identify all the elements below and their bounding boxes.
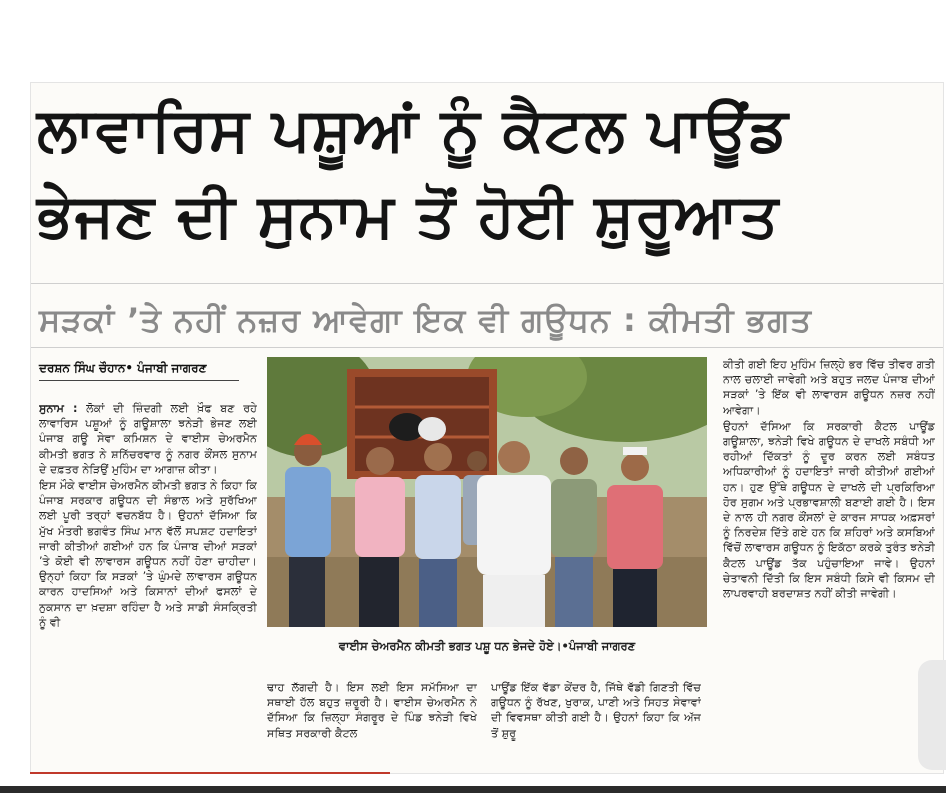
news-photo bbox=[267, 357, 707, 627]
headline-line-2: ਭੇਜਣ ਦੀ ਸੁਨਾਮ ਤੋਂ ਹੋਈ ਸ਼ੁਰੂਆਤ bbox=[37, 181, 780, 251]
article-column-2 bbox=[267, 680, 477, 760]
headline-line-1: ਲਾਵਾਰਿਸ ਪਸ਼ੂਆਂ ਨੂੰ ਕੈਟਲ ਪਾਊਂਡ bbox=[37, 95, 789, 165]
paragraph: ਲੋਕਾਂ ਦੀ ਜ਼ਿੰਦਗੀ ਲਈ ਖ਼ੌਫ ਬਣ ਰਹੇ ਲਾਵਾਰਿਸ ਪਸ਼ੂਆਂ ਨੂੰ ਗਊਸ਼ਾਲਾ ਝਨੇੜੀ ਭੇਜਣ ਲਈ ਪੰਜਾਬ ਗਊ ਸੇਵਾ ਕਮਿਸ਼ਨ ਦੇ ਵਾਈਸ ਚੇਅਰਮੈਨ ਕੀਮਤੀ ਭਗਤ ਨੇ ਸ਼ਨਿੱਚਰਵਾਰ ਨੂੰ ਨਗਰ ਕੌਂਸਲ ਸੁਨਾਮ ਦੇ ਦਫ਼ਤਰ ਨੇੜਿਉਂ ਮੁਹਿੰਮ ਦਾ ਆਗਾਜ਼ ਕੀਤਾ। bbox=[39, 402, 257, 476]
headline-divider bbox=[31, 283, 943, 284]
paragraph: ਢਾਹ ਲੱਗਦੀ ਹੈ। ਇਸ ਲਈ ਇਸ ਸਮੱਸਿਆ ਦਾ ਸਥਾਈ ਹੱਲ ਬਹੁਤ ਜ਼ਰੂਰੀ ਹੈ। ਵਾਈਸ ਚੇਅਰਮੈਨ ਨੇ ਦੱਸਿਆ ਕਿ ਜ਼ਿਲ੍ਹਾ ਸੰਗਰੂਰ ਦੇ ਪਿੰਡ ਝਨੇੜੀ ਵਿਖੇ ਸਥਿਤ ਸਰਕਾਰੀ ਕੈਟਲ bbox=[267, 681, 477, 740]
article-column-1 bbox=[39, 401, 257, 765]
red-divider bbox=[30, 772, 390, 774]
paragraph: ਉਹਨਾਂ ਦੱਸਿਆ ਕਿ ਸਰਕਾਰੀ ਕੈਟਲ ਪਾਊਂਡ ਗਊਸ਼ਾਲਾ, ਝਨੇੜੀ ਵਿਖੇ ਗਊਧਨ ਦੇ ਦਾਖਲੇ ਸਬੰਧੀ ਆ ਰਹੀਆਂ ਦਿੱਕਤਾਂ ਨੂੰ ਦੂਰ ਕਰਨ ਲਈ ਸਬੰਧਤ ਅਧਿਕਾਰੀਆਂ ਨੂੰ ਹਦਾਇਤਾਂ ਜਾਰੀ ਕੀਤੀਆਂ ਗਈਆਂ ਹਨ। ਹੁਣ ਉੱਥੇ ਗਊਧਨ ਦੇ ਦਾਖਲੇ ਦੀ ਪ੍ਰਕਿਰਿਆ ਹੋਰ ਸੁਗਮ ਅਤੇ ਪ੍ਰਭਾਵਸ਼ਾਲੀ ਬਣਾਈ ਗਈ ਹੈ। ਇਸ ਦੇ ਨਾਲ ਹੀ ਨਗਰ ਕੌਂਸਲਾਂ ਦੇ ਕਾਰਜ ਸਾਧਕ ਅਫ਼ਸਰਾਂ ਨੂੰ ਨਿਰਦੇਸ਼ ਦਿੱਤੇ ਗਏ ਹਨ ਕਿ ਸ਼ਹਿਰਾਂ ਅਤੇ ਕਸਬਿਆਂ ਵਿੱਚੋਂ ਲਾਵਾਰਸ ਗਊਧਨ ਨੂੰ ਇਕੱਠਾ ਕਰਕੇ ਤੁਰੰਤ ਝਨੇੜੀ ਕੈਟਲ ਪਾਊਂਡ ਤੱਕ ਪਹੁੰਚਾਇਆ ਜਾਵੇ। ਉਹਨਾਂ ਚੇਤਾਵਨੀ ਦਿੱਤੀ ਕਿ ਇਸ ਸਬੰਧੀ ਕਿਸੇ ਵੀ ਕਿਸਮ ਦੀ ਲਾਪਰਵਾਹੀ ਬਰਦਾਸ਼ਤ ਨਹੀਂ ਕੀਤੀ ਜਾਵੇਗੀ। bbox=[723, 419, 935, 601]
article-column-4 bbox=[723, 357, 935, 767]
news-clipping bbox=[30, 82, 944, 774]
article-column-3 bbox=[491, 680, 701, 760]
bottom-edge-bar bbox=[0, 786, 946, 793]
paragraph: ਕੀਤੀ ਗਈ ਇਹ ਮੁਹਿੰਮ ਜ਼ਿਲ੍ਹੇ ਭਰ ਵਿੱਚ ਤੀਵਰ ਗਤੀ ਨਾਲ ਚਲਾਈ ਜਾਵੇਗੀ ਅਤੇ ਬਹੁਤ ਜਲਦ ਪੰਜਾਬ ਦੀਆਂ ਸੜਕਾਂ ’ਤੇ ਇੱਕ ਵੀ ਲਾਵਾਰਸ ਗਊਧਨ ਨਜ਼ਰ ਨਹੀਂ ਆਵੇਗਾ। bbox=[723, 358, 935, 417]
scroll-handle[interactable] bbox=[918, 660, 946, 770]
dateline: ਸੁਨਾਮ : bbox=[39, 402, 78, 415]
subheadline: ਸੜਕਾਂ ’ਤੇ ਨਹੀਂ ਨਜ਼ਰ ਆਵੇਗਾ ਇਕ ਵੀ ਗਊਧਨ : ਕੀਮਤੀ ਭਗਤ bbox=[39, 301, 813, 339]
subheadline-divider bbox=[31, 347, 943, 348]
photo-caption: ਵਾਈਸ ਚੇਅਰਮੈਨ ਕੀਮਤੀ ਭਗਤ ਪਸ਼ੂ ਧਨ ਭੇਜਦੇ ਹੋਏ।•ਪੰਜਾਬੀ ਜਾਗਰਣ bbox=[338, 639, 636, 653]
paragraph: ਪਾਊਂਡ ਇੱਕ ਵੱਡਾ ਕੇਂਦਰ ਹੈ, ਜਿੱਥੇ ਵੱਡੀ ਗਿਣਤੀ ਵਿੱਚ ਗਊਧਨ ਨੂੰ ਰੱਖਣ, ਖੁਰਾਕ, ਪਾਣੀ ਅਤੇ ਸਿਹਤ ਸੇਵਾਵਾਂ ਦੀ ਵਿਵਸਥਾ ਕੀਤੀ ਗਈ ਹੈ। ਉਹਨਾਂ ਕਿਹਾ ਕਿ ਅੱਜ ਤੋਂ ਸ਼ੁਰੂ bbox=[491, 681, 701, 740]
paragraph: ਇਸ ਮੌਕੇ ਵਾਈਸ ਚੇਅਰਮੈਨ ਕੀਮਤੀ ਭਗਤ ਨੇ ਕਿਹਾ ਕਿ ਪੰਜਾਬ ਸਰਕਾਰ ਗਊਧਨ ਦੀ ਸੰਭਾਲ ਅਤੇ ਸੁਰੱਖਿਆ ਲਈ ਪੂਰੀ ਤਰ੍ਹਾਂ ਵਚਨਬੱਧ ਹੈ। ਉਹਨਾਂ ਦੱਸਿਆ ਕਿ ਮੁੱਖ ਮੰਤਰੀ ਭਗਵੰਤ ਸਿੰਘ ਮਾਨ ਵੱਲੋਂ ਸਪਸ਼ਟ ਹਦਾਇਤਾਂ ਜਾਰੀ ਕੀਤੀਆਂ ਗਈਆਂ ਹਨ ਕਿ ਪੰਜਾਬ ਦੀਆਂ ਸੜਕਾਂ ’ਤੇ ਕੋਈ ਵੀ ਲਾਵਾਰਸ ਗਊਧਨ ਨਹੀਂ ਹੋਣਾ ਚਾਹੀਦਾ। ਉਨ੍ਹਾਂ ਕਿਹਾ ਕਿ ਸੜਕਾਂ ’ਤੇ ਘੁੰਮਦੇ ਲਾਵਾਰਸ ਗਊਧਨ ਕਾਰਨ ਹਾਦਸਿਆਂ ਅਤੇ ਕਿਸਾਨਾਂ ਦੀਆਂ ਫਸਲਾਂ ਦੇ ਨੁਕਸਾਨ ਦਾ ਖ਼ਦਸ਼ਾ ਰਹਿੰਦਾ ਹੈ ਅਤੇ ਸਾਡੀ ਸੰਸਕ੍ਰਿਤੀ ਨੂੰ ਵੀ bbox=[39, 479, 257, 629]
byline: ਦਰਸ਼ਨ ਸਿੰਘ ਚੌਹਾਨ• ਪੰਜਾਬੀ ਜਾਗਰਣ bbox=[39, 361, 239, 381]
